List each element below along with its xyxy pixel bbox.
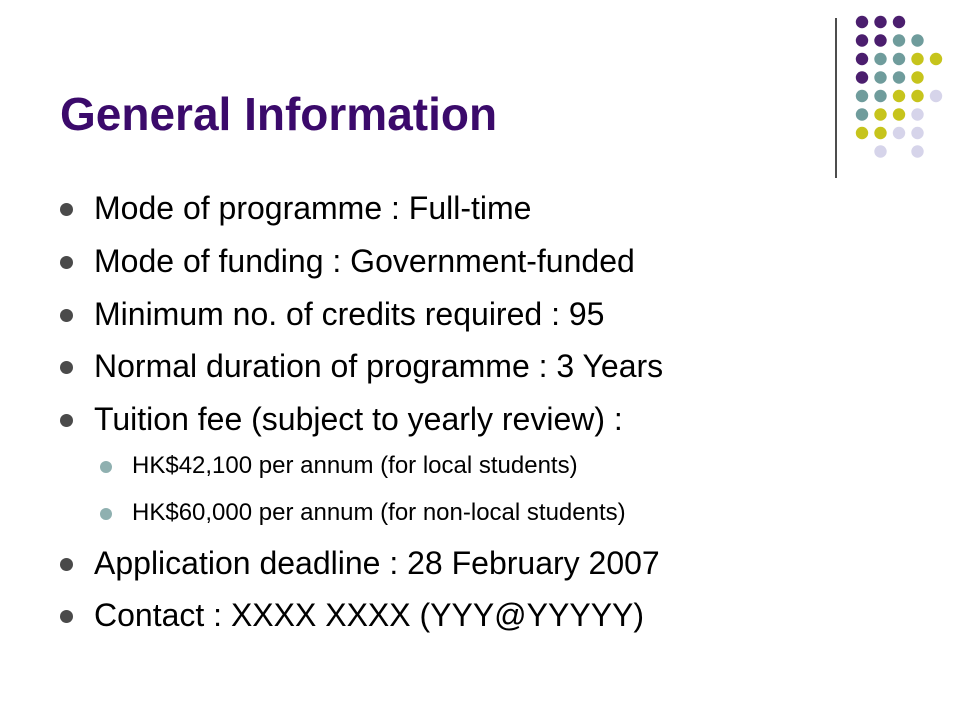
sub-bullet-local-fee: HK$42,100 per annum (for local students) bbox=[132, 452, 578, 479]
bullet-tuition-fee: Tuition fee (subject to yearly review) : bbox=[94, 401, 623, 437]
bullet-normal-duration: Normal duration of programme : 3 Years bbox=[94, 348, 664, 384]
sub-bullet-non-local-fee: HK$60,000 per annum (for non-local students) bbox=[132, 499, 626, 526]
bullet-contact: Contact : XXXX XXXX (YYY@YYYYY) bbox=[94, 597, 645, 633]
bullet-minimum-credits: Minimum no. of credits required : 95 bbox=[94, 296, 605, 332]
bullet-application-deadline: Application deadline : 28 February 2007 bbox=[94, 545, 660, 581]
slide-title: General Information bbox=[60, 88, 498, 140]
bullet-mode-of-funding: Mode of funding : Government-funded bbox=[94, 243, 635, 279]
bullet-mode-of-programme: Mode of programme : Full-time bbox=[94, 190, 532, 226]
